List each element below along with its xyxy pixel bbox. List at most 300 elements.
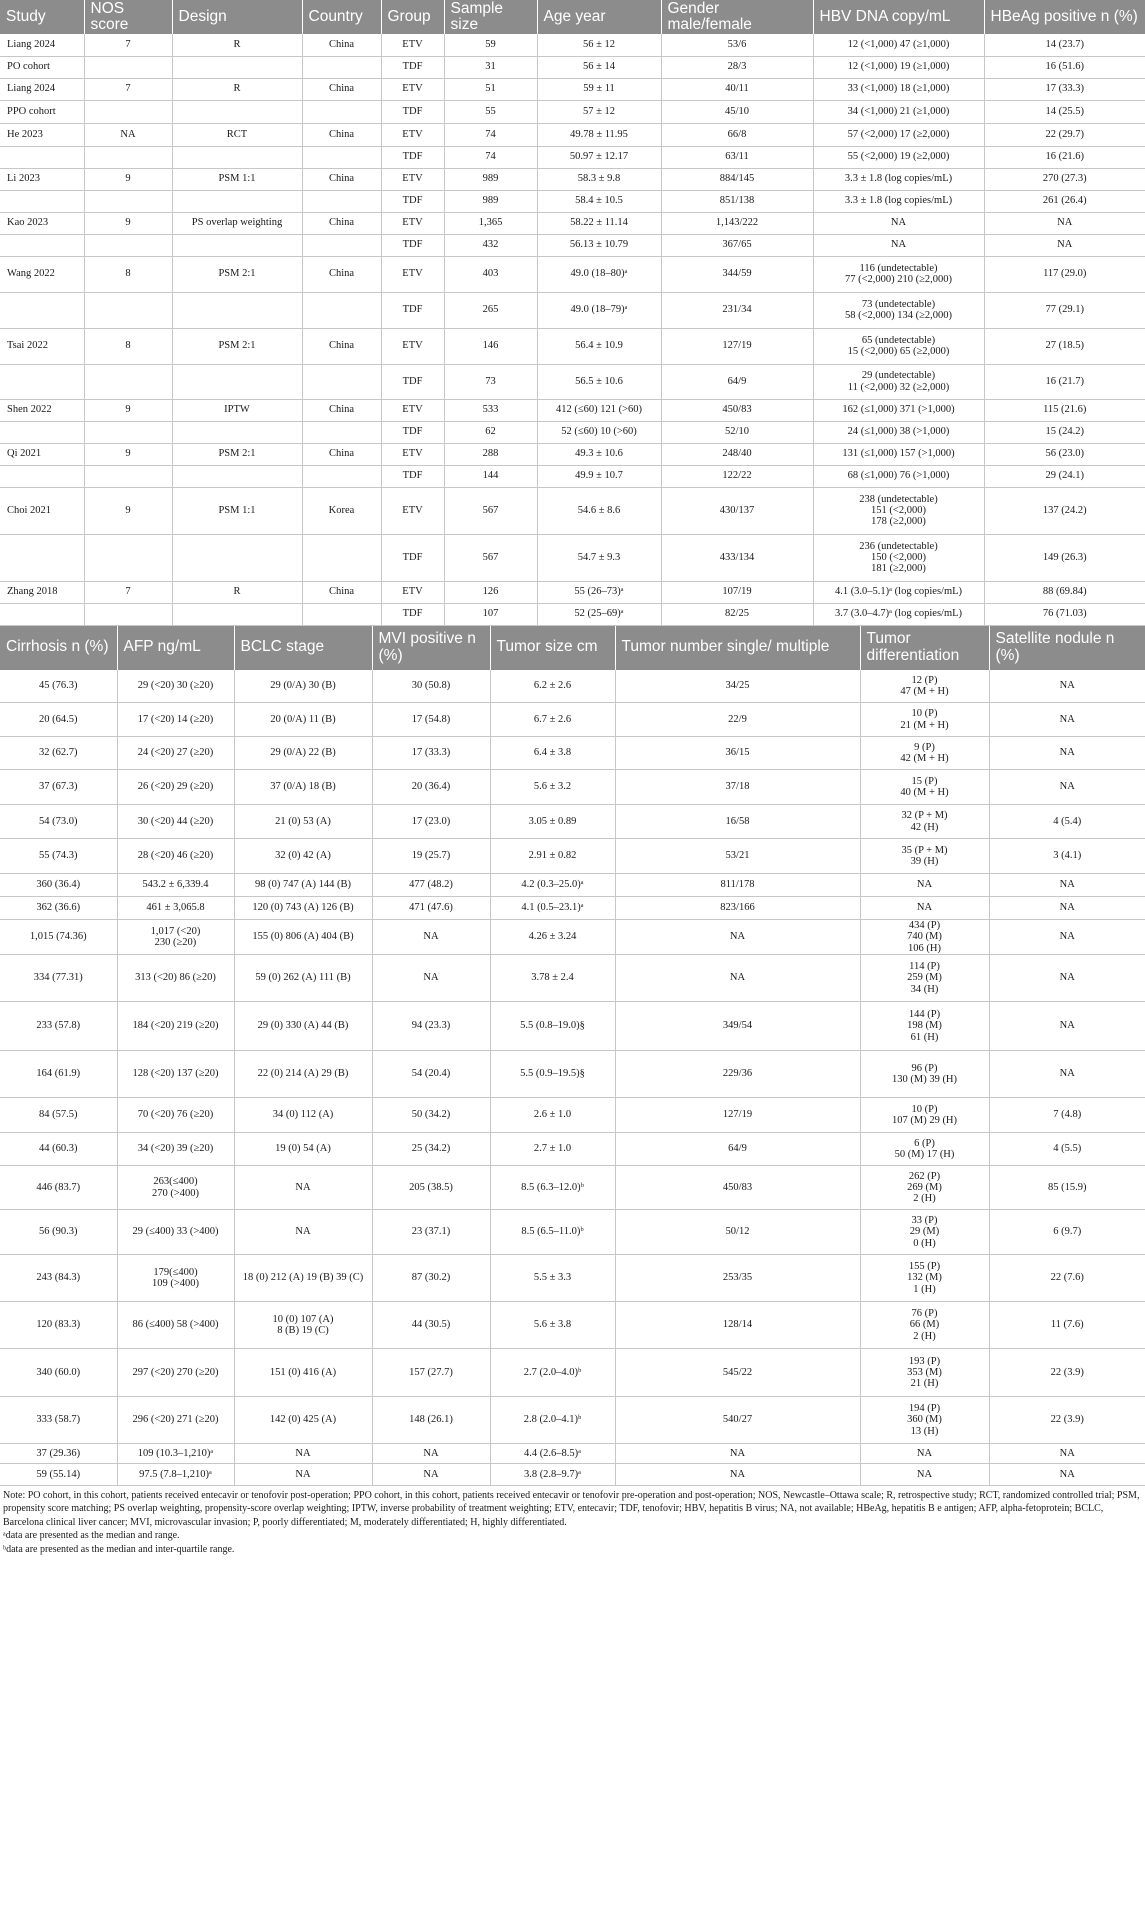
cell-bclc-stage: 37 (0/A) 18 (B)	[234, 770, 372, 805]
cell-tumor-size: 3.8 (2.8–9.7)ᵃ	[490, 1464, 615, 1486]
cell-nos-score	[84, 534, 172, 581]
cell-afp: 313 (<20) 86 (≥20)	[117, 955, 234, 1002]
cell-mvi-positive: 17 (54.8)	[372, 703, 490, 737]
cell-hbeag-positive: 16 (21.6)	[984, 146, 1145, 168]
cell-sample-size: 146	[444, 328, 537, 364]
cell-gender: 127/19	[661, 328, 813, 364]
col-header-bclc-stage: BCLC stage	[234, 626, 372, 670]
cell-gender: 63/11	[661, 146, 813, 168]
cell-afp: 1,017 (<20) 230 (≥20)	[117, 920, 234, 955]
cell-gender: 344/59	[661, 256, 813, 292]
cell-hbv-dna: 3.3 ± 1.8 (log copies/mL)	[813, 168, 984, 190]
table-footnotes	[0, 1486, 1145, 1556]
cell-group: ETV	[381, 34, 444, 56]
cell-satellite-nodule: NA	[989, 955, 1145, 1002]
cell-satellite-nodule: 3 (4.1)	[989, 839, 1145, 874]
cell-hbv-dna: 65 (undetectable) 15 (<2,000) 65 (≥2,000)	[813, 328, 984, 364]
cell-gender: 248/40	[661, 443, 813, 465]
cell-country	[302, 534, 381, 581]
cell-tumor-differentiation: NA	[860, 897, 989, 920]
cell-tumor-number: 540/27	[615, 1397, 860, 1444]
cell-mvi-positive: 205 (38.5)	[372, 1166, 490, 1210]
cell-hbv-dna: 236 (undetectable) 150 (<2,000) 181 (≥2,000)	[813, 534, 984, 581]
col-header-afp: AFP ng/mL	[117, 626, 234, 670]
cell-sample-size: 74	[444, 146, 537, 168]
cell-gender: 66/8	[661, 123, 813, 146]
table-row	[0, 874, 1145, 897]
cell-satellite-nodule: NA	[989, 897, 1145, 920]
cell-gender: 450/83	[661, 399, 813, 421]
cell-cirrhosis: 55 (74.3)	[0, 839, 117, 874]
cell-satellite-nodule: 7 (4.8)	[989, 1098, 1145, 1133]
cell-design: PSM 2:1	[172, 256, 302, 292]
cell-cirrhosis: 446 (83.7)	[0, 1166, 117, 1210]
cell-satellite-nodule: 22 (7.6)	[989, 1255, 1145, 1302]
table-row	[0, 1255, 1145, 1302]
cell-gender: 884/145	[661, 168, 813, 190]
cell-country: China	[302, 399, 381, 421]
cell-tumor-number: 127/19	[615, 1098, 860, 1133]
cell-mvi-positive: 477 (48.2)	[372, 874, 490, 897]
cell-sample-size: 55	[444, 100, 537, 123]
table-row	[0, 1349, 1145, 1397]
col-header-nos-score: NOS score	[84, 0, 172, 34]
cell-hbv-dna: 73 (undetectable) 58 (<2,000) 134 (≥2,000)	[813, 292, 984, 328]
cell-bclc-stage: 34 (0) 112 (A)	[234, 1098, 372, 1133]
table-row	[0, 146, 1145, 168]
cell-tumor-number: 823/166	[615, 897, 860, 920]
cell-age: 56 ± 14	[537, 56, 661, 78]
cell-tumor-number: 450/83	[615, 1166, 860, 1210]
cell-sample-size: 126	[444, 581, 537, 603]
cell-hbv-dna: 131 (≤1,000) 157 (>1,000)	[813, 443, 984, 465]
cell-sample-size: 567	[444, 534, 537, 581]
cell-group: TDF	[381, 534, 444, 581]
cell-hbv-dna: 238 (undetectable) 151 (<2,000) 178 (≥2,000)	[813, 487, 984, 534]
cell-design	[172, 534, 302, 581]
cell-age: 49.78 ± 11.95	[537, 123, 661, 146]
cell-group: TDF	[381, 603, 444, 625]
cell-group: ETV	[381, 443, 444, 465]
cell-design: R	[172, 78, 302, 100]
cell-group: TDF	[381, 292, 444, 328]
cell-group: ETV	[381, 487, 444, 534]
cell-bclc-stage: 142 (0) 425 (A)	[234, 1397, 372, 1444]
col-header-sample-size: Sample size	[444, 0, 537, 34]
cell-tumor-number: 128/14	[615, 1302, 860, 1349]
cell-bclc-stage: NA	[234, 1166, 372, 1210]
cell-sample-size: 62	[444, 421, 537, 443]
cell-design: IPTW	[172, 399, 302, 421]
cell-age: 54.7 ± 9.3	[537, 534, 661, 581]
cell-study: He 2023	[0, 123, 84, 146]
cell-tumor-size: 6.4 ± 3.8	[490, 737, 615, 770]
cell-design	[172, 56, 302, 78]
cell-study	[0, 364, 84, 399]
cell-tumor-size: 5.6 ± 3.8	[490, 1302, 615, 1349]
cell-mvi-positive: 148 (26.1)	[372, 1397, 490, 1444]
cell-study: Li 2023	[0, 168, 84, 190]
cell-sample-size: 1,365	[444, 212, 537, 234]
table-row	[0, 955, 1145, 1002]
cell-study	[0, 190, 84, 212]
cell-tumor-number: 22/9	[615, 703, 860, 737]
cell-tumor-differentiation: NA	[860, 874, 989, 897]
cell-afp: 128 (<20) 137 (≥20)	[117, 1051, 234, 1098]
cell-satellite-nodule: NA	[989, 1444, 1145, 1464]
abbreviation-note: Note: PO cohort, in this cohort, patients received entecavir or tenofovir post-operation; PPO cohort, in this cohort, patients received entecavir or tenofovir pre-operation and post-operation; NOS, Newcastle–Ottawa scale; R, retrospective study; RCT, randomized controlled trial; PSM, propensity score matching; PS overlap weighting, propensity-score overlap weighting; IPTW, inverse probability of treatment weighting; ETV, entecavir; TDF, tenofovir; HBV, hepatitis B virus; NA, not available; HBeAg, hepatitis B e antigen; AFP, alpha-fetoprotein; BCLC, Barcelona clinical liver cancer; MVI, microvascular invasion; P, poorly differentiated; M, moderately differentiated; H, highly differentiated.	[3, 1490, 1140, 1528]
cell-tumor-differentiation: 262 (P) 269 (M) 2 (H)	[860, 1166, 989, 1210]
table-row	[0, 603, 1145, 625]
cell-tumor-size: 5.6 ± 3.2	[490, 770, 615, 805]
cell-age: 412 (≤60) 121 (>60)	[537, 399, 661, 421]
cell-tumor-differentiation: 194 (P) 360 (M) 13 (H)	[860, 1397, 989, 1444]
cell-bclc-stage: 151 (0) 416 (A)	[234, 1349, 372, 1397]
cell-group: ETV	[381, 399, 444, 421]
table-row	[0, 190, 1145, 212]
cell-hbv-dna: 3.7 (3.0–4.7)ᵃ (log copies/mL)	[813, 603, 984, 625]
cell-study: PPO cohort	[0, 100, 84, 123]
table-row	[0, 421, 1145, 443]
cell-afp: 461 ± 3,065.8	[117, 897, 234, 920]
cell-hbeag-positive: 270 (27.3)	[984, 168, 1145, 190]
cell-age: 56.5 ± 10.6	[537, 364, 661, 399]
cell-age: 58.3 ± 9.8	[537, 168, 661, 190]
cell-country: Korea	[302, 487, 381, 534]
cell-design	[172, 421, 302, 443]
cell-tumor-differentiation: 155 (P) 132 (M) 1 (H)	[860, 1255, 989, 1302]
cell-satellite-nodule: NA	[989, 737, 1145, 770]
cell-design: R	[172, 581, 302, 603]
cell-nos-score	[84, 100, 172, 123]
cell-cirrhosis: 84 (57.5)	[0, 1098, 117, 1133]
cell-hbeag-positive: 27 (18.5)	[984, 328, 1145, 364]
cell-satellite-nodule: 11 (7.6)	[989, 1302, 1145, 1349]
cell-cirrhosis: 54 (73.0)	[0, 805, 117, 839]
cell-country	[302, 364, 381, 399]
cell-group: ETV	[381, 168, 444, 190]
cell-afp: 297 (<20) 270 (≥20)	[117, 1349, 234, 1397]
cell-country: China	[302, 78, 381, 100]
cell-study: Liang 2024	[0, 34, 84, 56]
cell-mvi-positive: 25 (34.2)	[372, 1133, 490, 1166]
cell-afp: 24 (<20) 27 (≥20)	[117, 737, 234, 770]
cell-gender: 122/22	[661, 465, 813, 487]
cell-satellite-nodule: 22 (3.9)	[989, 1397, 1145, 1444]
cell-mvi-positive: NA	[372, 955, 490, 1002]
cell-design: RCT	[172, 123, 302, 146]
cell-study: Wang 2022	[0, 256, 84, 292]
cell-cirrhosis: 59 (55.14)	[0, 1464, 117, 1486]
cell-tumor-differentiation: NA	[860, 1464, 989, 1486]
cell-hbv-dna: 3.3 ± 1.8 (log copies/mL)	[813, 190, 984, 212]
cell-country	[302, 146, 381, 168]
cell-age: 54.6 ± 8.6	[537, 487, 661, 534]
cell-hbv-dna: 4.1 (3.0–5.1)ᵃ (log copies/mL)	[813, 581, 984, 603]
cell-country	[302, 421, 381, 443]
cell-hbeag-positive: 14 (25.5)	[984, 100, 1145, 123]
cell-afp: 263(≤400) 270 (>400)	[117, 1166, 234, 1210]
cell-hbv-dna: 34 (<1,000) 21 (≥1,000)	[813, 100, 984, 123]
table-row	[0, 805, 1145, 839]
cell-nos-score	[84, 603, 172, 625]
cell-mvi-positive: 17 (23.0)	[372, 805, 490, 839]
cell-nos-score: NA	[84, 123, 172, 146]
cell-nos-score	[84, 421, 172, 443]
cell-country	[302, 292, 381, 328]
cell-country: China	[302, 256, 381, 292]
cell-design	[172, 234, 302, 256]
cell-age: 58.4 ± 10.5	[537, 190, 661, 212]
cell-tumor-differentiation: 9 (P) 42 (M + H)	[860, 737, 989, 770]
cell-tumor-differentiation: NA	[860, 1444, 989, 1464]
cell-tumor-size: 4.26 ± 3.24	[490, 920, 615, 955]
cell-hbv-dna: 12 (<1,000) 47 (≥1,000)	[813, 34, 984, 56]
cell-design: PSM 2:1	[172, 328, 302, 364]
cell-mvi-positive: 23 (37.1)	[372, 1210, 490, 1255]
cell-satellite-nodule: NA	[989, 1002, 1145, 1051]
col-header-hbv-dna: HBV DNA copy/mL	[813, 0, 984, 34]
cell-group: ETV	[381, 212, 444, 234]
cell-bclc-stage: 29 (0/A) 22 (B)	[234, 737, 372, 770]
cell-hbv-dna: 68 (≤1,000) 76 (>1,000)	[813, 465, 984, 487]
col-header-study: Study	[0, 0, 84, 34]
cell-design	[172, 146, 302, 168]
cell-cirrhosis: 243 (84.3)	[0, 1255, 117, 1302]
cell-study: Tsai 2022	[0, 328, 84, 364]
cell-tumor-size: 2.7 ± 1.0	[490, 1133, 615, 1166]
cell-mvi-positive: 20 (36.4)	[372, 770, 490, 805]
cell-mvi-positive: 44 (30.5)	[372, 1302, 490, 1349]
table-row	[0, 770, 1145, 805]
cell-hbeag-positive: NA	[984, 212, 1145, 234]
cell-sample-size: 73	[444, 364, 537, 399]
table-row	[0, 399, 1145, 421]
col-header-design: Design	[172, 0, 302, 34]
cell-country: China	[302, 168, 381, 190]
cell-nos-score: 8	[84, 328, 172, 364]
cell-nos-score: 7	[84, 34, 172, 56]
cell-design	[172, 364, 302, 399]
cell-age: 49.3 ± 10.6	[537, 443, 661, 465]
table-row	[0, 123, 1145, 146]
cell-age: 56.4 ± 10.9	[537, 328, 661, 364]
cell-hbv-dna: 29 (undetectable) 11 (<2,000) 32 (≥2,000)	[813, 364, 984, 399]
cell-satellite-nodule: NA	[989, 670, 1145, 703]
cell-hbv-dna: NA	[813, 234, 984, 256]
cell-tumor-size: 2.8 (2.0–4.1)ᵇ	[490, 1397, 615, 1444]
cell-nos-score	[84, 234, 172, 256]
cell-gender: 231/34	[661, 292, 813, 328]
cell-hbeag-positive: 56 (23.0)	[984, 443, 1145, 465]
cell-sample-size: 567	[444, 487, 537, 534]
cell-mvi-positive: 30 (50.8)	[372, 670, 490, 703]
cell-satellite-nodule: NA	[989, 703, 1145, 737]
cell-gender: 53/6	[661, 34, 813, 56]
cell-age: 52 (25–69)ᵃ	[537, 603, 661, 625]
table-row	[0, 737, 1145, 770]
cell-cirrhosis: 56 (90.3)	[0, 1210, 117, 1255]
cell-tumor-number: 545/22	[615, 1349, 860, 1397]
cell-satellite-nodule: NA	[989, 920, 1145, 955]
cell-age: 49.0 (18–79)ᵃ	[537, 292, 661, 328]
cell-study: Choi 2021	[0, 487, 84, 534]
cell-tumor-differentiation: 6 (P) 50 (M) 17 (H)	[860, 1133, 989, 1166]
cell-tumor-number: NA	[615, 920, 860, 955]
cell-satellite-nodule: 6 (9.7)	[989, 1210, 1145, 1255]
cell-tumor-size: 2.6 ± 1.0	[490, 1098, 615, 1133]
cell-tumor-differentiation: 15 (P) 40 (M + H)	[860, 770, 989, 805]
cell-afp: 30 (<20) 44 (≥20)	[117, 805, 234, 839]
cell-cirrhosis: 37 (29.36)	[0, 1444, 117, 1464]
cell-age: 56 ± 12	[537, 34, 661, 56]
table1-body	[0, 34, 1145, 625]
cell-group: TDF	[381, 421, 444, 443]
cell-design: PSM 1:1	[172, 487, 302, 534]
cell-bclc-stage: 32 (0) 42 (A)	[234, 839, 372, 874]
cell-cirrhosis: 340 (60.0)	[0, 1349, 117, 1397]
cell-satellite-nodule: 4 (5.4)	[989, 805, 1145, 839]
cell-sample-size: 989	[444, 168, 537, 190]
cell-group: TDF	[381, 465, 444, 487]
cell-age: 49.0 (18–80)ᵃ	[537, 256, 661, 292]
cell-afp: 29 (≤400) 33 (>400)	[117, 1210, 234, 1255]
cell-study	[0, 421, 84, 443]
cell-afp: 17 (<20) 14 (≥20)	[117, 703, 234, 737]
cell-gender: 45/10	[661, 100, 813, 123]
cell-bclc-stage: 29 (0/A) 30 (B)	[234, 670, 372, 703]
cell-sample-size: 31	[444, 56, 537, 78]
cell-tumor-number: NA	[615, 955, 860, 1002]
cell-afp: 543.2 ± 6,339.4	[117, 874, 234, 897]
cell-age: 58.22 ± 11.14	[537, 212, 661, 234]
table-row	[0, 703, 1145, 737]
cell-gender: 28/3	[661, 56, 813, 78]
table-row	[0, 56, 1145, 78]
cell-tumor-size: 4.2 (0.3–25.0)ᵃ	[490, 874, 615, 897]
cell-bclc-stage: NA	[234, 1464, 372, 1486]
table-row	[0, 212, 1145, 234]
col-header-tumor-differentiation: Tumor differentiation	[860, 626, 989, 670]
cell-hbeag-positive: 77 (29.1)	[984, 292, 1145, 328]
cell-group: TDF	[381, 190, 444, 212]
cell-study: PO cohort	[0, 56, 84, 78]
table-row	[0, 364, 1145, 399]
cell-hbeag-positive: 16 (51.6)	[984, 56, 1145, 78]
cell-cirrhosis: 1,015 (74.36)	[0, 920, 117, 955]
cell-satellite-nodule: 4 (5.5)	[989, 1133, 1145, 1166]
cell-tumor-size: 8.5 (6.3–12.0)ᵇ	[490, 1166, 615, 1210]
cell-cirrhosis: 164 (61.9)	[0, 1051, 117, 1098]
cell-hbeag-positive: 16 (21.7)	[984, 364, 1145, 399]
cell-cirrhosis: 233 (57.8)	[0, 1002, 117, 1051]
cell-nos-score: 9	[84, 168, 172, 190]
cell-hbv-dna: 24 (≤1,000) 38 (>1,000)	[813, 421, 984, 443]
cell-study	[0, 465, 84, 487]
cell-sample-size: 265	[444, 292, 537, 328]
cell-satellite-nodule: 85 (15.9)	[989, 1166, 1145, 1210]
cell-bclc-stage: 18 (0) 212 (A) 19 (B) 39 (C)	[234, 1255, 372, 1302]
cell-design: PSM 2:1	[172, 443, 302, 465]
cell-group: ETV	[381, 581, 444, 603]
cell-tumor-differentiation: 434 (P) 740 (M) 106 (H)	[860, 920, 989, 955]
cell-mvi-positive: NA	[372, 1464, 490, 1486]
cell-country: China	[302, 328, 381, 364]
cell-tumor-differentiation: 76 (P) 66 (M) 2 (H)	[860, 1302, 989, 1349]
cell-cirrhosis: 37 (67.3)	[0, 770, 117, 805]
table-row	[0, 168, 1145, 190]
table-row	[0, 256, 1145, 292]
cell-sample-size: 989	[444, 190, 537, 212]
cell-tumor-differentiation: 96 (P) 130 (M) 39 (H)	[860, 1051, 989, 1098]
cell-hbeag-positive: 15 (24.2)	[984, 421, 1145, 443]
cell-hbeag-positive: 88 (69.84)	[984, 581, 1145, 603]
cell-tumor-size: 8.5 (6.5–11.0)ᵇ	[490, 1210, 615, 1255]
cell-cirrhosis: 334 (77.31)	[0, 955, 117, 1002]
table-row	[0, 78, 1145, 100]
cell-sample-size: 533	[444, 399, 537, 421]
col-header-mvi-positive: MVI positive n (%)	[372, 626, 490, 670]
cell-hbeag-positive: NA	[984, 234, 1145, 256]
cell-tumor-differentiation: 10 (P) 107 (M) 29 (H)	[860, 1098, 989, 1133]
table-row	[0, 487, 1145, 534]
table-row	[0, 443, 1145, 465]
col-header-country: Country	[302, 0, 381, 34]
cell-mvi-positive: 94 (23.3)	[372, 1002, 490, 1051]
footnote-b: ᵇdata are presented as the median and inter-quartile range.	[3, 1543, 235, 1555]
cell-design	[172, 603, 302, 625]
cell-nos-score: 8	[84, 256, 172, 292]
cell-afp: 97.5 (7.8–1,210)ᵃ	[117, 1464, 234, 1486]
table-row	[0, 581, 1145, 603]
cell-age: 57 ± 12	[537, 100, 661, 123]
cell-mvi-positive: 19 (25.7)	[372, 839, 490, 874]
table2-header-row	[0, 626, 1145, 670]
cell-afp: 70 (<20) 76 (≥20)	[117, 1098, 234, 1133]
cell-tumor-differentiation: 32 (P + M) 42 (H)	[860, 805, 989, 839]
cell-design	[172, 100, 302, 123]
cell-tumor-differentiation: 35 (P + M) 39 (H)	[860, 839, 989, 874]
cell-tumor-size: 2.91 ± 0.82	[490, 839, 615, 874]
cell-mvi-positive: 157 (27.7)	[372, 1349, 490, 1397]
cell-study	[0, 292, 84, 328]
cell-study: Qi 2021	[0, 443, 84, 465]
cell-nos-score: 9	[84, 399, 172, 421]
cell-gender: 367/65	[661, 234, 813, 256]
cell-hbeag-positive: 149 (26.3)	[984, 534, 1145, 581]
table-row	[0, 1051, 1145, 1098]
cell-gender: 52/10	[661, 421, 813, 443]
cell-nos-score: 9	[84, 487, 172, 534]
col-header-gender: Gender male/female	[661, 0, 813, 34]
cell-country: China	[302, 212, 381, 234]
cell-afp: 28 (<20) 46 (≥20)	[117, 839, 234, 874]
cell-mvi-positive: 87 (30.2)	[372, 1255, 490, 1302]
cell-mvi-positive: 17 (33.3)	[372, 737, 490, 770]
cell-nos-score: 9	[84, 212, 172, 234]
cell-sample-size: 74	[444, 123, 537, 146]
cell-afp: 34 (<20) 39 (≥20)	[117, 1133, 234, 1166]
col-header-tumor-size: Tumor size cm	[490, 626, 615, 670]
cell-cirrhosis: 120 (83.3)	[0, 1302, 117, 1349]
cell-cirrhosis: 32 (62.7)	[0, 737, 117, 770]
table-row	[0, 234, 1145, 256]
cell-satellite-nodule: NA	[989, 770, 1145, 805]
cell-country	[302, 465, 381, 487]
cell-cirrhosis: 360 (36.4)	[0, 874, 117, 897]
cell-tumor-differentiation: 193 (P) 353 (M) 21 (H)	[860, 1349, 989, 1397]
cell-group: TDF	[381, 100, 444, 123]
